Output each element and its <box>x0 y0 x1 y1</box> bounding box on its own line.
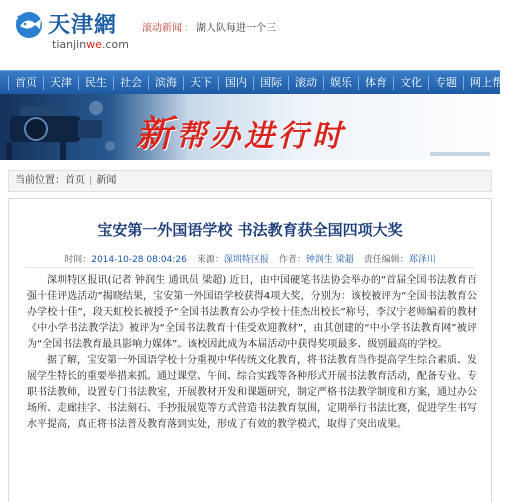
main-nav <box>0 70 514 94</box>
banner-title-first: 新 <box>136 113 177 155</box>
nav-list <box>8 71 520 95</box>
meta-author: 钟润生 梁超 <box>305 255 354 265</box>
breadcrumb-divider: | <box>89 175 93 186</box>
nav-item-binhai[interactable]: 滨海 <box>148 76 183 90</box>
nav-item-topics[interactable]: 专题 <box>428 76 463 90</box>
article-paragraph: 深圳特区报讯(记者 钟润生 通讯员 梁超) 近日，由中国硬笔书法协会举办的“首届全国书法教育百强十佳评选活动”揭晓结果，宝安第一外国语学校获得4项大奖，分别为：该校被评为“全国书法教育公办学校十佳”，段天虹校长被授予“全国书法教育公办学校十佳杰出校长”称号，李汉宁老师编着的教材《中小学书法教学法》被评为“全国书法教育十佳受欢迎教材”，由其创建的“中小学书法教育网”被评为“全国书法教育最具影响力媒体”。该校因此成为本届活动中获得奖项最多、级别最高的学校。 <box>27 275 477 350</box>
logo-domain-accent: we <box>86 38 102 51</box>
banner-title-rest: 帮办进行时 <box>176 119 347 154</box>
site-header <box>0 0 500 58</box>
nav-item-society[interactable]: 社会 <box>113 76 148 90</box>
breadcrumb-news[interactable]: 新闻 <box>96 175 117 186</box>
article-body <box>27 273 477 433</box>
meta-time: 2014-10-28 08:04:26 <box>91 255 187 265</box>
section-banner <box>0 94 500 160</box>
ticker-label: 滚动新闻 <box>142 23 182 34</box>
meta-editor-label: 责任编辑： <box>363 255 409 265</box>
nav-item-rolling[interactable]: 滚动 <box>288 76 323 90</box>
nav-item-tianjin[interactable]: 天津 <box>43 76 78 90</box>
article-paragraph: 据了解，宝安第一外国语学校十分重视中华传统文化教育，将书法教育当作提高学生综合素质、发展学生特长的重要举措来抓。通过课堂、午间、综合实践等各种形式开展书法教育活动，配备专业、专职书法教师，设置专门书法教室，开展教材开发和课题研究，制定严格书法教学制度和方案，通过办公场所、走廊挂字、书法刻石、手抄报展览等方式营造书法教育氛围，定期举行书法比赛，促进学生书写水平提高，真正将书法普及教育落到实处，形成了有效的教学模式，取得了突出成果。 <box>27 355 477 430</box>
article <box>8 198 492 502</box>
meta-author-label: 作者： <box>278 255 306 265</box>
meta-time-label: 时间： <box>64 255 92 265</box>
nav-item-domestic[interactable]: 国内 <box>218 76 253 90</box>
nav-item-world[interactable]: 天下 <box>183 76 218 90</box>
breadcrumb-home[interactable]: 首页 <box>65 175 85 186</box>
article-title: 宝安第一外国语学校 书法教育获全国四项大奖 <box>97 221 403 239</box>
banner-title <box>136 106 346 157</box>
nav-item-international[interactable]: 国际 <box>253 76 288 90</box>
site-logo[interactable] <box>14 8 134 52</box>
ticker-separator: ： <box>184 23 194 34</box>
nav-item-culture[interactable]: 文化 <box>393 76 428 90</box>
breadcrumb <box>8 170 492 192</box>
nav-item-home[interactable]: 首页 <box>8 76 43 90</box>
nav-item-entertainment[interactable]: 娱乐 <box>323 76 358 90</box>
ticker-headline[interactable]: 湖人队每进一个三 <box>196 23 276 34</box>
article-meta <box>9 252 491 265</box>
meta-divider <box>25 267 475 268</box>
logo-domain-suffix: .com <box>101 38 129 51</box>
meta-source[interactable]: 深圳特区报 <box>223 255 269 265</box>
logo-domain-prefix: tianjin <box>52 38 87 51</box>
breadcrumb-label: 当前位置： <box>15 175 65 186</box>
fish-logo-icon <box>14 10 44 40</box>
nav-item-online-help[interactable]: 网上帮办 <box>463 76 520 90</box>
meta-editor: 郑泽川 <box>408 255 436 265</box>
nav-item-sports[interactable]: 体育 <box>358 76 393 90</box>
logo-chinese-name: 天津網 <box>48 12 118 38</box>
nav-item-livelihood[interactable]: 民生 <box>78 76 113 90</box>
meta-source-label: 来源： <box>196 255 224 265</box>
logo-domain <box>52 38 129 51</box>
news-ticker[interactable] <box>142 19 276 34</box>
